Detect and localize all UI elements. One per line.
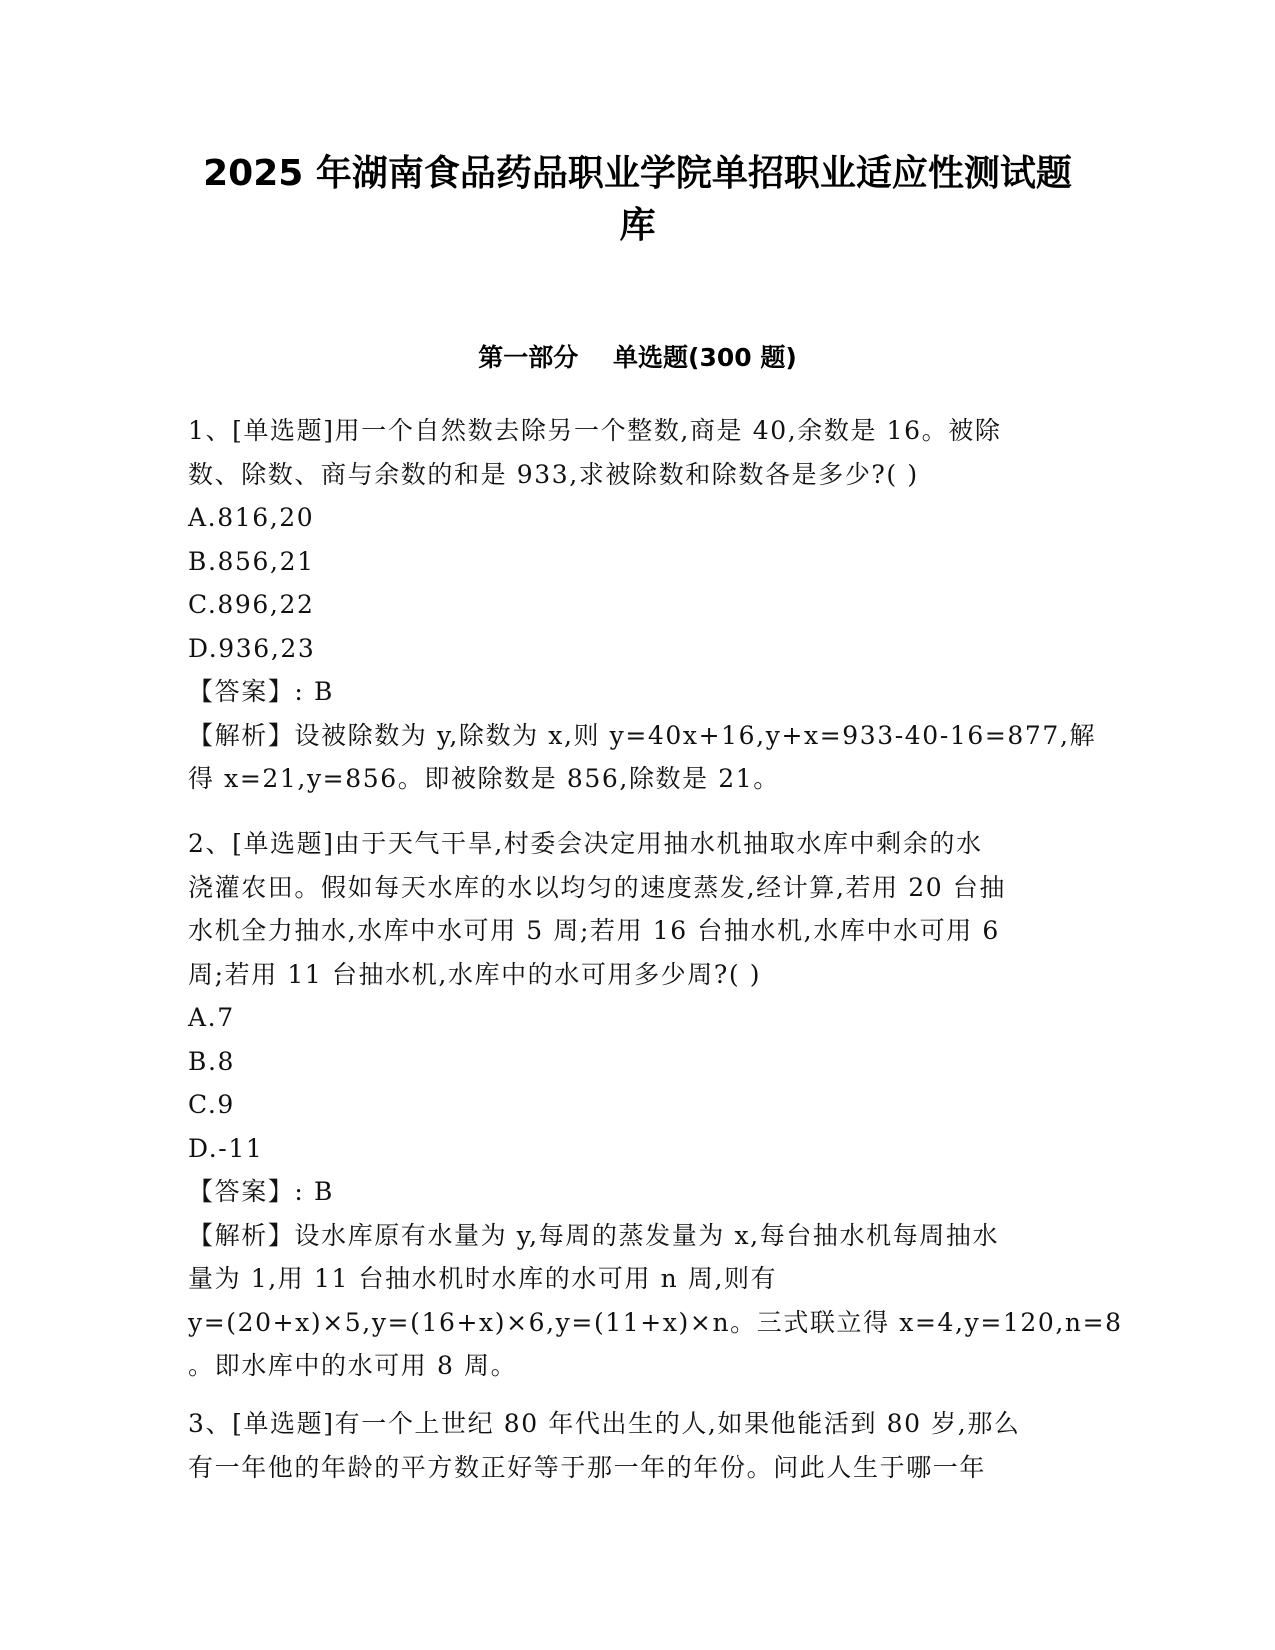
question-stem-line: 有一年他的年龄的平方数正好等于那一年的年份。问此人生于哪一年 (188, 1452, 987, 1482)
question-stem-line: 3、[单选题]有一个上世纪 80 年代出生的人,如果他能活到 80 岁,那么 (188, 1409, 1021, 1438)
document-title: 2025 年湖南食品药品职业学院单招职业适应性测试题 (203, 153, 1072, 194)
option-b: B.8 (188, 1046, 236, 1076)
explanation-line: y=(20+x)×5,y=(16+x)×6,y=(11+x)×n。三式联立得 x=4,y=120,n=8 (188, 1307, 1123, 1337)
question-stem-line: 1、[单选题]用一个自然数去除另一个整数,商是 40,余数是 16。被除 (188, 416, 1002, 445)
option-d: D.-11 (188, 1133, 264, 1163)
question-stem-line: 浇灌农田。假如每天水库的水以均匀的速度蒸发,经计算,若用 20 台抽 (188, 872, 1007, 902)
question-2 (188, 822, 1123, 1388)
question-1 (188, 409, 1097, 801)
question-3 (188, 1402, 1088, 1489)
option-c: C.896,22 (188, 590, 315, 619)
explanation-line: 量为 1,用 11 台抽水机时水库的水可用 n 周,则有 (188, 1264, 778, 1293)
section-heading: 第一部分 单选题(300 题) (478, 343, 797, 372)
explanation-line: 【解析】设被除数为 y,除数为 x,则 y=40x+16,y+x=933-40-16=877,解 (188, 720, 1097, 750)
question-stem-line: 数、除数、商与余数的和是 933,求被除数和除数各是多少?( ) (188, 459, 919, 489)
explanation-line: 【解析】设水库原有水量为 y,每周的蒸发量为 x,每台抽水机每周抽水 (188, 1220, 1000, 1250)
document-title-continued: 库 (619, 205, 656, 246)
option-d: D.936,23 (188, 633, 316, 663)
answer-line: 【答案】: B (188, 1177, 334, 1206)
option-a: A.816,20 (188, 503, 315, 532)
explanation-line: 。即水库中的水可用 8 周。 (188, 1351, 518, 1380)
option-a: A.7 (188, 1003, 235, 1032)
option-b: B.856,21 (188, 546, 315, 576)
answer-line: 【答案】: B (188, 677, 334, 706)
option-c: C.9 (188, 1090, 235, 1119)
explanation-line: 得 x=21,y=856。即被除数是 856,除数是 21。 (188, 764, 780, 793)
question-stem-line: 水机全力抽水,水库中水可用 5 周;若用 16 台抽水机,水库中水可用 6 (188, 916, 1000, 945)
question-stem-line: 周;若用 11 台抽水机,水库中的水可用多少周?( ) (188, 959, 762, 989)
question-stem-line: 2、[单选题]由于天气干旱,村委会决定用抽水机抽取水库中剩余的水 (188, 829, 983, 858)
